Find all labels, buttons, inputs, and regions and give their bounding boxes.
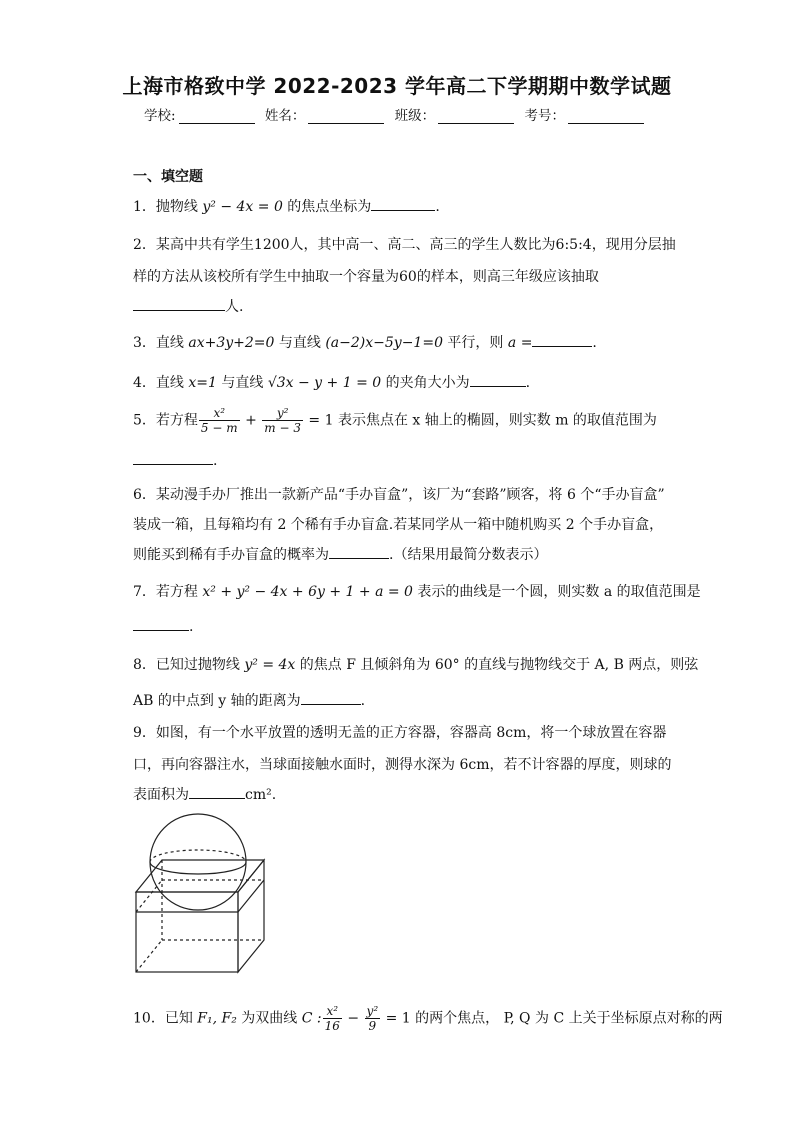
question-1 <box>133 198 440 216</box>
cube-front-face <box>136 892 238 972</box>
q8-equation: y² = 4x <box>244 657 296 673</box>
school-label: 学校: <box>144 108 176 124</box>
q3-text: 3．直线 <box>133 335 189 351</box>
exam-title: 上海市格致中学 2022-2023 学年高二下学期期中数学试题 <box>122 74 672 98</box>
q5-text: 5．若方程 <box>133 412 198 429</box>
q7-text-post: 表示的曲线是一个圆，则实数 a 的取值范围是 <box>412 584 701 600</box>
q3-equation-2: (a−2)x−5y−1=0 <box>325 335 443 351</box>
water-level-right <box>238 880 264 912</box>
question-2-line-3 <box>133 298 243 316</box>
question-2-line-2: 样的方法从该校所有学生中抽取一个容量为60的样本，则高三年级应该抽取 <box>133 269 599 285</box>
q6-text-post: .（结果用最简分数表示） <box>389 547 548 563</box>
q4-equation-1: x=1 <box>188 375 217 391</box>
sphere-outline <box>150 814 246 910</box>
student-info-row <box>0 104 794 124</box>
q9-text: 表面积为 <box>133 787 189 803</box>
q1-answer-blank <box>371 209 435 211</box>
q10-text: 10．已知 <box>133 1010 198 1027</box>
q10-fraction-1 <box>323 1004 342 1033</box>
q5-plus: + <box>240 412 262 429</box>
q1-end: . <box>435 199 440 215</box>
exam-number-label: 考号： <box>524 108 565 124</box>
question-8-line-2 <box>133 692 365 710</box>
q8-text-post: 的焦点 F 且倾斜角为 60° 的直线与抛物线交于 A, B 两点，则弦 <box>295 657 699 673</box>
q5-fraction-2-numerator: y² <box>262 406 303 421</box>
hidden-edge-diagonal <box>136 940 162 972</box>
cube-right-face <box>238 860 264 972</box>
q10-fraction-1-numerator: x² <box>323 1004 342 1019</box>
question-5-line-2 <box>133 452 217 470</box>
name-blank <box>308 109 384 124</box>
q4-text-mid: 与直线 <box>216 375 268 391</box>
q1-text: 1．抛物线 <box>133 199 203 215</box>
q7-text: 7．若方程 <box>133 584 203 600</box>
q10-foci: F₁, F₂ <box>197 1010 237 1027</box>
question-2-line-1: 2．某高中共有学生1200人，其中高一、高二、高三的学生人数比为6:5:4，现用分层抽 <box>133 237 676 253</box>
q3-variable: a = <box>507 335 533 351</box>
q10-curve-name: C : <box>301 1010 322 1027</box>
q10-fraction-1-denominator: 16 <box>324 1019 340 1033</box>
school-blank <box>179 109 255 124</box>
q4-equation-2: √3x − y + 1 = 0 <box>267 375 382 391</box>
q10-text-mid: 为双曲线 <box>236 1010 302 1027</box>
q8-text-line-2: AB 的中点到 y 轴的距离为 <box>133 693 301 709</box>
sphere-equator-front <box>150 862 246 874</box>
q3-text-post: 平行，则 <box>442 335 508 351</box>
question-9-line-1: 9．如图，有一个水平放置的透明无盖的正方容器，容器高 8cm，将一个球放置在容器 <box>133 725 667 741</box>
q4-answer-blank <box>470 385 526 387</box>
question-9-line-2: 口，再向容器注水，当球面接触水面时，测得水深为 6cm，若不计容器的厚度，则球的 <box>133 757 672 773</box>
q3-equation-1: ax+3y+2=0 <box>188 335 275 351</box>
exam-number-blank <box>568 109 644 124</box>
question-9-line-3 <box>133 786 276 804</box>
class-label: 班级： <box>394 108 436 124</box>
question-4 <box>133 374 530 392</box>
q5-end: . <box>213 453 218 469</box>
q10-fraction-2-numerator: y² <box>366 1004 379 1018</box>
q5-text-post: = 1 表示焦点在 x 轴上的椭圆，则实数 m 的取值范围为 <box>303 412 657 429</box>
q10-minus: − <box>342 1010 364 1027</box>
q5-fraction-2 <box>262 406 303 435</box>
question-7 <box>133 583 701 601</box>
question-10 <box>133 1004 723 1033</box>
q6-text: 则能买到稀有手办盲盒的概率为 <box>133 547 329 563</box>
section-fill-in-title: 一、填空题 <box>133 169 203 185</box>
q1-text-post: 的焦点坐标为 <box>282 199 372 215</box>
q4-end: . <box>525 375 531 391</box>
q10-fraction-2-denominator: 9 <box>368 1019 377 1033</box>
q7-end: . <box>189 619 194 635</box>
question-8-line-1 <box>133 656 698 674</box>
question-7-line-2 <box>133 618 193 636</box>
question-6-line-3 <box>133 546 547 564</box>
q10-fraction-2 <box>365 1004 381 1033</box>
q2-end: 人. <box>225 299 244 315</box>
q3-answer-blank <box>532 345 592 347</box>
q10-text-post: = 1 的两个焦点， P, Q 为 C 上关于坐标原点对称的两 <box>381 1010 723 1027</box>
class-blank <box>438 109 514 124</box>
q8-answer-blank <box>301 703 361 705</box>
question-6-line-1: 6．某动漫手办厂推出一款新产品“手办盲盒”，该厂为“套路”顾客，将 6 个“手办盲盒” <box>133 487 665 503</box>
q7-answer-blank <box>133 629 189 631</box>
q8-end: . <box>360 693 366 709</box>
sphere-container-figure <box>132 812 272 974</box>
q5-answer-blank <box>133 463 213 465</box>
q6-answer-blank <box>329 557 389 559</box>
q5-fraction-1 <box>199 406 240 435</box>
name-label: 姓名： <box>264 108 306 124</box>
question-5 <box>133 406 657 435</box>
question-3 <box>133 334 597 352</box>
q5-fraction-1-denominator: 5 − m <box>200 421 238 435</box>
hidden-water-left <box>136 880 162 912</box>
q9-answer-blank <box>189 797 245 799</box>
question-6-line-2: 装成一箱，且每箱均有 2 个稀有手办盲盒.若某同学从一箱中随机购买 2 个手办盲盒， <box>133 517 664 533</box>
q5-fraction-1-numerator: x² <box>199 406 240 421</box>
q4-text: 4．直线 <box>133 375 189 391</box>
q9-unit: cm². <box>245 787 277 803</box>
q3-text-mid: 与直线 <box>274 335 326 351</box>
q3-end: . <box>592 335 597 351</box>
q8-text: 8．已知过抛物线 <box>133 657 245 673</box>
q7-equation: x² + y² − 4x + 6y + 1 + a = 0 <box>202 584 413 600</box>
q5-fraction-2-denominator: m − 3 <box>264 421 301 435</box>
q1-equation: y² − 4x = 0 <box>202 199 283 215</box>
q4-text-post: 的夹角大小为 <box>381 375 470 391</box>
q2-answer-blank <box>133 309 225 311</box>
